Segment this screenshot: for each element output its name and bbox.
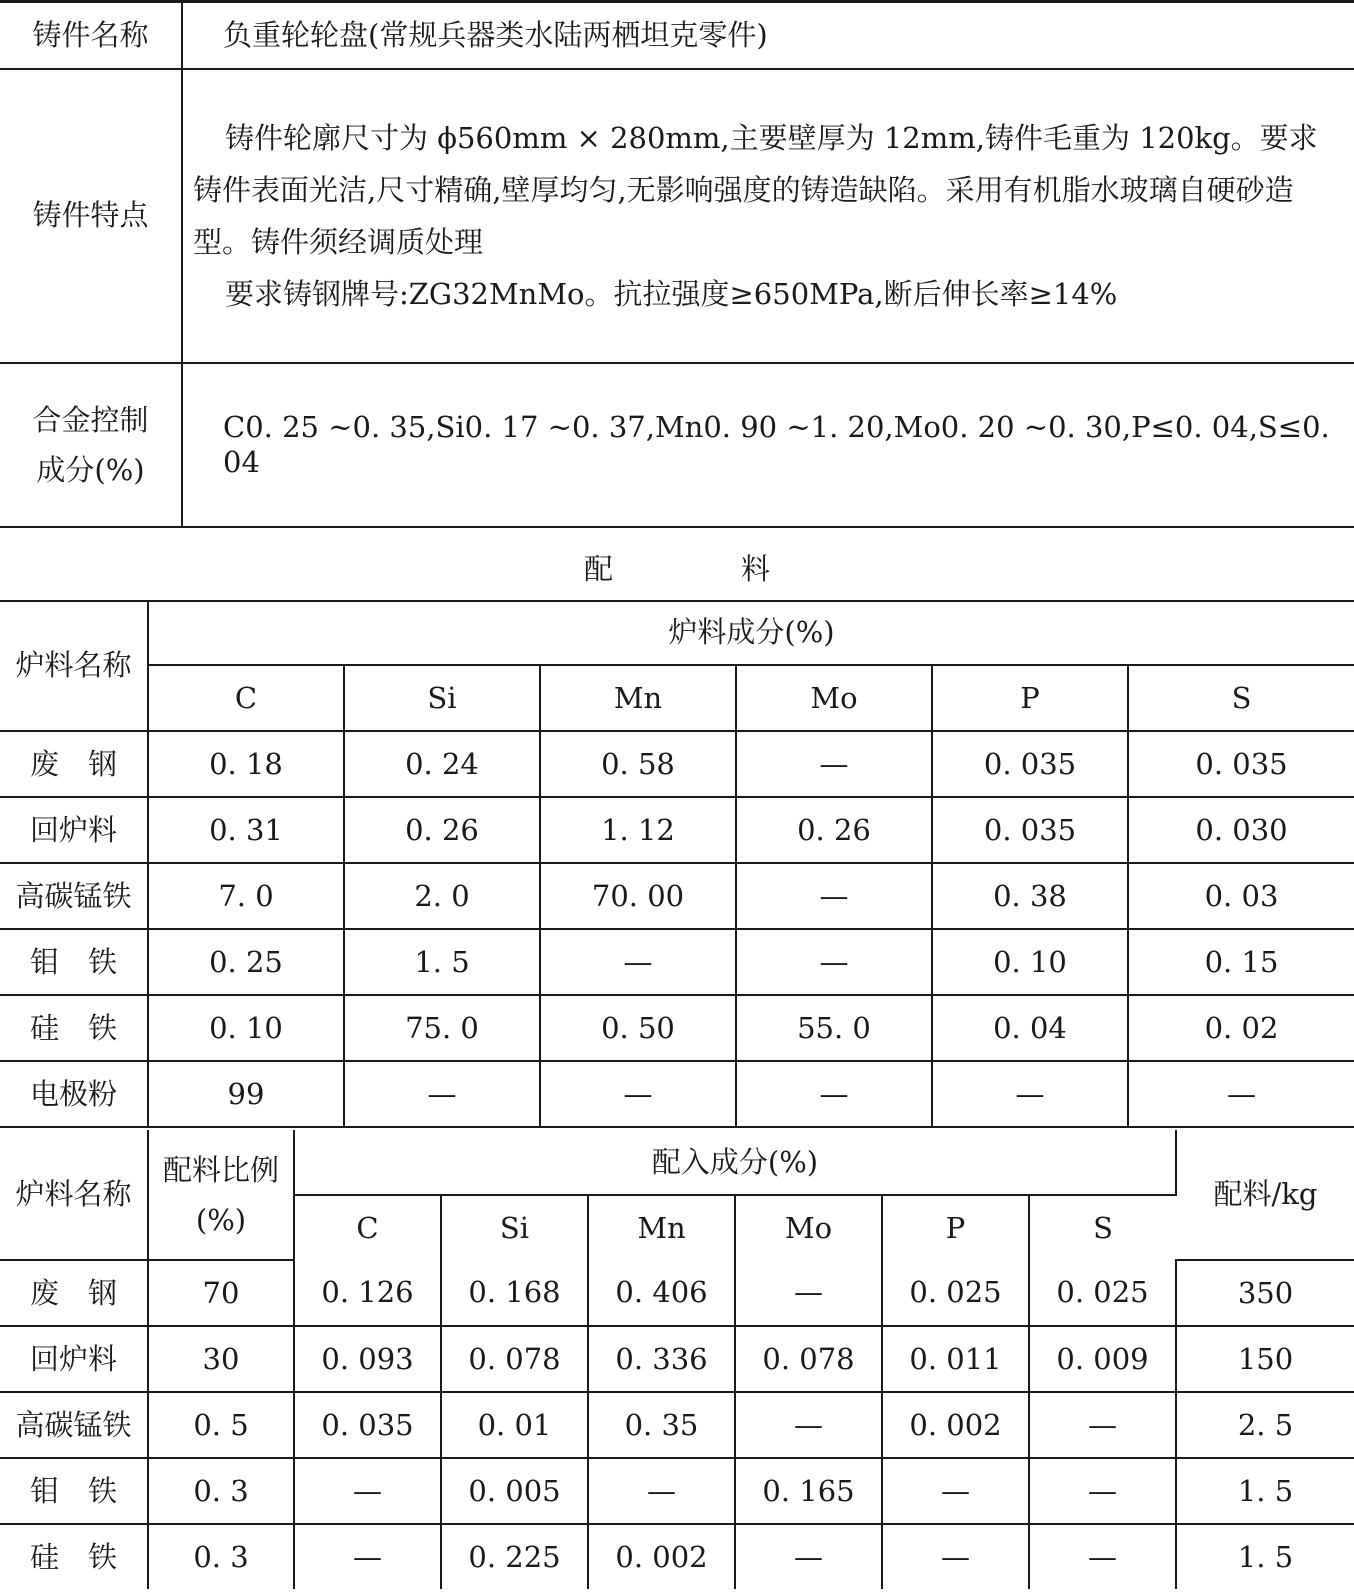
composition-value-cell: 1. 12 <box>540 797 736 863</box>
ratio-header-line1: 配料比例 <box>162 1152 279 1187</box>
composition-value-cell: 0. 38 <box>932 863 1128 929</box>
weight-cell: 350 <box>1176 1260 1354 1326</box>
batching-value-cell: 0. 025 <box>1029 1260 1176 1326</box>
weight-cell: 2. 5 <box>1176 1392 1354 1458</box>
weight-cell: 1. 5 <box>1237 1539 1294 1574</box>
composition-value-cell: 0. 26 <box>344 797 540 863</box>
composition-value-cell: 55. 0 <box>736 995 932 1061</box>
batching-group-header: 配入成分(%) <box>294 1130 1176 1195</box>
composition-value-cell: 0. 03 <box>1128 863 1354 929</box>
table-row <box>0 731 1354 797</box>
batching-value-cell: 0. 002 <box>588 1524 735 1589</box>
batching-value-cell: 0. 005 <box>441 1458 588 1524</box>
batching-value-cell: 0. 126 <box>294 1260 441 1326</box>
composition-value-cell: — <box>540 1061 736 1127</box>
batching-value-cell: 0. 336 <box>588 1326 735 1392</box>
table-row <box>0 863 1354 929</box>
batching-value-cell: 0. 002 <box>882 1392 1029 1458</box>
batching-value-cell: — <box>1029 1458 1176 1524</box>
composition-value-cell: 0. 035 <box>1128 731 1354 797</box>
composition-value-cell: — <box>736 863 932 929</box>
ratio-cell: 70 <box>148 1260 294 1326</box>
composition-value-cell: 0. 58 <box>540 731 736 797</box>
batching-col-header: C <box>294 1195 441 1260</box>
table-row <box>0 929 1354 995</box>
batching-value-cell: — <box>588 1458 735 1524</box>
batching-value-cell: — <box>882 1524 1029 1589</box>
composition-value-cell: — <box>344 1061 540 1127</box>
features-paragraph-1: 铸件轮廓尺寸为 ϕ560mm × 280mm,主要壁厚为 12mm,铸件毛重为 120kg。要求铸件表面光洁,尺寸精确,壁厚均匀,无影响强度的铸造缺陷。采用有机脂水玻璃自硬砂造型。铸件须经调质处理 <box>193 120 1318 259</box>
composition-value-cell: — <box>736 1061 932 1127</box>
section-title-left: 配 <box>583 551 613 586</box>
ratio-header-line2: (%) <box>195 1202 247 1237</box>
composition-value-cell: 0. 18 <box>148 731 344 797</box>
table-row <box>0 1326 1354 1392</box>
batching-col-header: Mn <box>588 1195 735 1260</box>
table-row <box>0 1392 1354 1458</box>
charge-name-cell: 电极粉 <box>0 1061 148 1127</box>
charge-name-cell: 高碳锰铁 <box>0 1392 148 1458</box>
alloy-composition-value: C0. 25 ~0. 35,Si0. 17 ~0. 37,Mn0. 90 ~1. 20,Mo0. 20 ~0. 30,P≤0. 04,S≤0. 04 <box>182 363 1354 527</box>
batching-value-cell: 0. 009 <box>1029 1326 1176 1392</box>
composition-value-cell: 0. 50 <box>540 995 736 1061</box>
composition-value-cell: 0. 24 <box>344 731 540 797</box>
alloy-composition-row <box>0 363 1354 527</box>
composition-header-row <box>0 600 1354 665</box>
composition-value-cell: 7. 0 <box>148 863 344 929</box>
casting-info-table <box>0 0 1354 528</box>
batching-col-header: S <box>1093 1210 1113 1245</box>
batching-section-title <box>0 534 1354 602</box>
batching-value-cell: — <box>735 1260 882 1326</box>
composition-col-header: C <box>148 665 344 731</box>
composition-value-cell: 0. 26 <box>736 797 932 863</box>
batching-ratio-header <box>148 1130 294 1260</box>
charge-name-cell: 回炉料 <box>0 797 148 863</box>
batching-weight-header: 配料/kg <box>1176 1130 1354 1260</box>
charge-composition-table <box>0 600 1354 1128</box>
composition-value-cell: 0. 04 <box>932 995 1128 1061</box>
weight-cell: 150 <box>1176 1326 1354 1392</box>
batching-value-cell: 0. 168 <box>441 1260 588 1326</box>
composition-value-cell: — <box>736 929 932 995</box>
batching-col-header: Mo <box>735 1195 882 1260</box>
composition-col-header: Si <box>344 665 540 731</box>
batching-value-cell: 0. 078 <box>441 1326 588 1392</box>
alloy-composition-label <box>0 363 182 527</box>
batching-value-cell: 0. 165 <box>735 1458 882 1524</box>
batching-table-body <box>0 1260 1354 1589</box>
casting-features-label: 铸件特点 <box>0 69 182 363</box>
composition-value-cell: 0. 035 <box>932 731 1128 797</box>
composition-name-header: 炉料名称 <box>0 600 148 731</box>
batching-value-cell: 0. 078 <box>735 1326 882 1392</box>
batching-value-cell: 0. 406 <box>588 1260 735 1326</box>
batching-value-cell: 0. 01 <box>441 1392 588 1458</box>
casting-features-value <box>182 69 1354 363</box>
composition-value-cell: — <box>932 1061 1128 1127</box>
composition-value-cell: 2. 0 <box>344 863 540 929</box>
composition-value-cell: 0. 02 <box>1128 995 1354 1061</box>
ratio-cell: 0. 5 <box>148 1392 294 1458</box>
charge-name-cell: 硅 铁 <box>0 995 148 1061</box>
ratio-cell: 30 <box>148 1326 294 1392</box>
ratio-cell: 0. 3 <box>148 1458 294 1524</box>
composition-value-cell: 75. 0 <box>344 995 540 1061</box>
composition-value-cell: — <box>736 731 932 797</box>
casting-name-value: 负重轮轮盘(常规兵器类水陆两栖坦克零件) <box>182 2 1354 69</box>
batching-value-cell: — <box>735 1524 882 1589</box>
batching-value-cell: — <box>1029 1524 1176 1589</box>
ratio-cell: 0. 3 <box>148 1524 294 1589</box>
charge-name-cell: 废 钢 <box>0 1260 148 1326</box>
charge-name-cell: 废 钢 <box>0 731 148 797</box>
composition-value-cell: 99 <box>148 1061 344 1127</box>
table-row <box>0 797 1354 863</box>
batching-value-cell: — <box>294 1458 441 1524</box>
table-row <box>0 1260 1354 1326</box>
batching-value-cell: 0. 225 <box>441 1524 588 1589</box>
composition-value-cell: 0. 31 <box>148 797 344 863</box>
section-title-right: 料 <box>741 551 771 586</box>
composition-value-cell: 0. 030 <box>1128 797 1354 863</box>
weight-cell: 1. 5 <box>1176 1458 1354 1524</box>
batching-value-cell: 0. 35 <box>588 1392 735 1458</box>
composition-col-header: Mn <box>540 665 736 731</box>
casting-features-row <box>0 69 1354 363</box>
casting-name-row <box>0 2 1354 69</box>
table-row <box>0 1458 1354 1524</box>
batching-value-cell: — <box>735 1392 882 1458</box>
composition-value-cell: — <box>540 929 736 995</box>
alloy-label-line1: 合金控制 <box>32 402 149 437</box>
batching-value-cell: 0. 093 <box>294 1326 441 1392</box>
batching-value-cell: — <box>1029 1392 1176 1458</box>
batching-col-header: Si <box>441 1195 588 1260</box>
composition-table-body <box>0 731 1354 1127</box>
batching-value-cell: — <box>294 1524 441 1589</box>
table-row <box>0 1061 1354 1127</box>
charge-name-cell: 高碳锰铁 <box>0 863 148 929</box>
composition-col-header: S <box>1128 665 1354 731</box>
composition-value-cell: 0. 035 <box>932 797 1128 863</box>
alloy-label-line2: 成分(%) <box>36 452 145 487</box>
composition-value-cell: 0. 25 <box>148 929 344 995</box>
composition-value-cell: 1. 5 <box>344 929 540 995</box>
composition-element-header-row <box>0 665 1354 731</box>
composition-value-cell: 0. 15 <box>1128 929 1354 995</box>
charge-name-cell: 回炉料 <box>0 1326 148 1392</box>
batching-value-cell: 0. 025 <box>882 1260 1029 1326</box>
composition-col-header: Mo <box>736 665 932 731</box>
composition-value-cell: 70. 00 <box>540 863 736 929</box>
batching-header-row <box>0 1130 1354 1195</box>
composition-value-cell: 0. 10 <box>148 995 344 1061</box>
composition-value-cell: — <box>1128 1061 1354 1127</box>
batching-value-cell: — <box>882 1458 1029 1524</box>
charge-name-cell: 钼 铁 <box>0 1458 148 1524</box>
composition-col-header: P <box>932 665 1128 731</box>
batching-name-header: 炉料名称 <box>0 1130 148 1260</box>
batching-value-cell: 0. 035 <box>294 1392 441 1458</box>
casting-name-label: 铸件名称 <box>0 2 182 69</box>
charge-name-cell: 硅 铁 <box>0 1524 148 1589</box>
batching-value-cell: 0. 011 <box>882 1326 1029 1392</box>
composition-value-cell: 0. 10 <box>932 929 1128 995</box>
table-row <box>0 995 1354 1061</box>
charge-name-cell: 钼 铁 <box>0 929 148 995</box>
batching-col-header: P <box>882 1195 1029 1260</box>
batching-table <box>0 1130 1354 1589</box>
table-row <box>0 1524 1354 1589</box>
composition-group-header: 炉料成分(%) <box>148 600 1354 665</box>
features-paragraph-2: 要求铸钢牌号:ZG32MnMo。抗拉强度≥650MPa,断后伸长率≥14% <box>225 276 1118 311</box>
